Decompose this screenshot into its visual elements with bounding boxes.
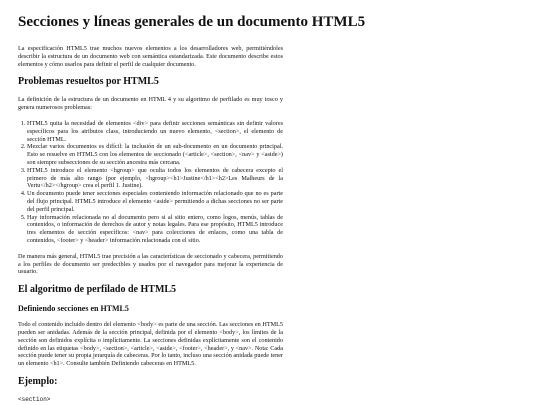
- example-heading: Ejemplo:: [18, 375, 58, 387]
- page-title: Secciones y líneas generales de un documento HTML5: [18, 14, 366, 30]
- algorithm-heading: El algoritmo de perfilado de HTML5: [18, 284, 177, 296]
- list-item: 3. HTML5 introduce el elemento <hgroup> que oculta todos los elementos de cabecera excepto el primero de más alto rango (por ejemplo, <hgroup><h1>Justine</h1><h2>Les Malheurs de la Vertu</h2></hgroup> crea el perfil 1. Justine).: [27, 167, 283, 190]
- problems-closing-paragraph: De manera más general, HTML5 trae precisión a las características de seccionado y cabecera, permitiendo a los perfiles de documento ser predecibles y usados por el navegador para mejorar la experiencia de usuario.: [18, 252, 283, 276]
- defining-sections-heading: Definiendo secciones en HTML5: [18, 304, 129, 314]
- algorithm-body-paragraph: Todo el contenido incluido dentro del elemento <body> es parte de una sección. Las secciones en HTML5 pueden ser anidadas. Además de la sección principal, definida por el elemento <body>, los límites de la sección son definidos explícita o implícitamente. La secciones definidas explícitamente son el contenido definido en las etiquetas <body>, <section>, <article>, <aside>, <footer>, <header>, y <nav>. Nota: Cada sección puede tener su propia jerarquía de cabeceras. Por lo tanto, incluso una sección anidada puede tener un elemento <h1>. Consulte también Definiendo cabeceras en HTML5.: [18, 321, 283, 368]
- list-item: 4. Un documento puede tener secciones especiales conteniendo información relacionado que no es parte del flujo principal. HTML5 introduce el elemento <aside> permitiendo a dichas secciones no ser parte del perfil principal.: [27, 190, 283, 213]
- list-item: 5. Hay información relacionada no al documento pero si al sitio entero, como logos, menús, tablas de contenidos, o información de derechos de autor y notas legales. Para ese propósito, HTML5 introduce tres elementos de sección específicos: <nav> para colecciones de enlaces, como una tabla de contenidos, <footer> y <header> información relacionada con el sitio.: [27, 214, 283, 245]
- problems-heading: Problemas resueltos por HTML5: [18, 76, 159, 88]
- list-item: 2. Mezclar varios documentos es difícil: la inclusión de un sub-documento en un documento principal. Esto se resuelve en HTML5 con los elementos de seccionado (<article>, <section>, <nav> y <aside>) son siempre subsecciones de su sección ancestra más cercana.: [27, 143, 283, 166]
- problems-list: [18, 120, 283, 245]
- intro-paragraph: La especificación HTML5 trae muchos nuevos elementos a los desarrolladores web, permitiéndoles describir la estructura de un documento web con semántica estandarizada. Este documento describe estos elementos y cómo usarlos para definir el perfil de cualquier documento.: [18, 45, 283, 68]
- list-item: 1. HTML5 quita la necesidad de elementos <div> para definir secciones semánticas sin definir valores específicos para los atributos class, introduciendo un nuevo elemento, <section>, el elemento de sección HTML.: [27, 120, 283, 143]
- document-content: [18, 13, 366, 404]
- example-code-line: <section>: [18, 395, 51, 403]
- problems-lead-paragraph: La definición de la estructura de un documento en HTML 4 y su algoritmo de perfilado es muy tosco y genera numerosos problemas:: [18, 96, 283, 112]
